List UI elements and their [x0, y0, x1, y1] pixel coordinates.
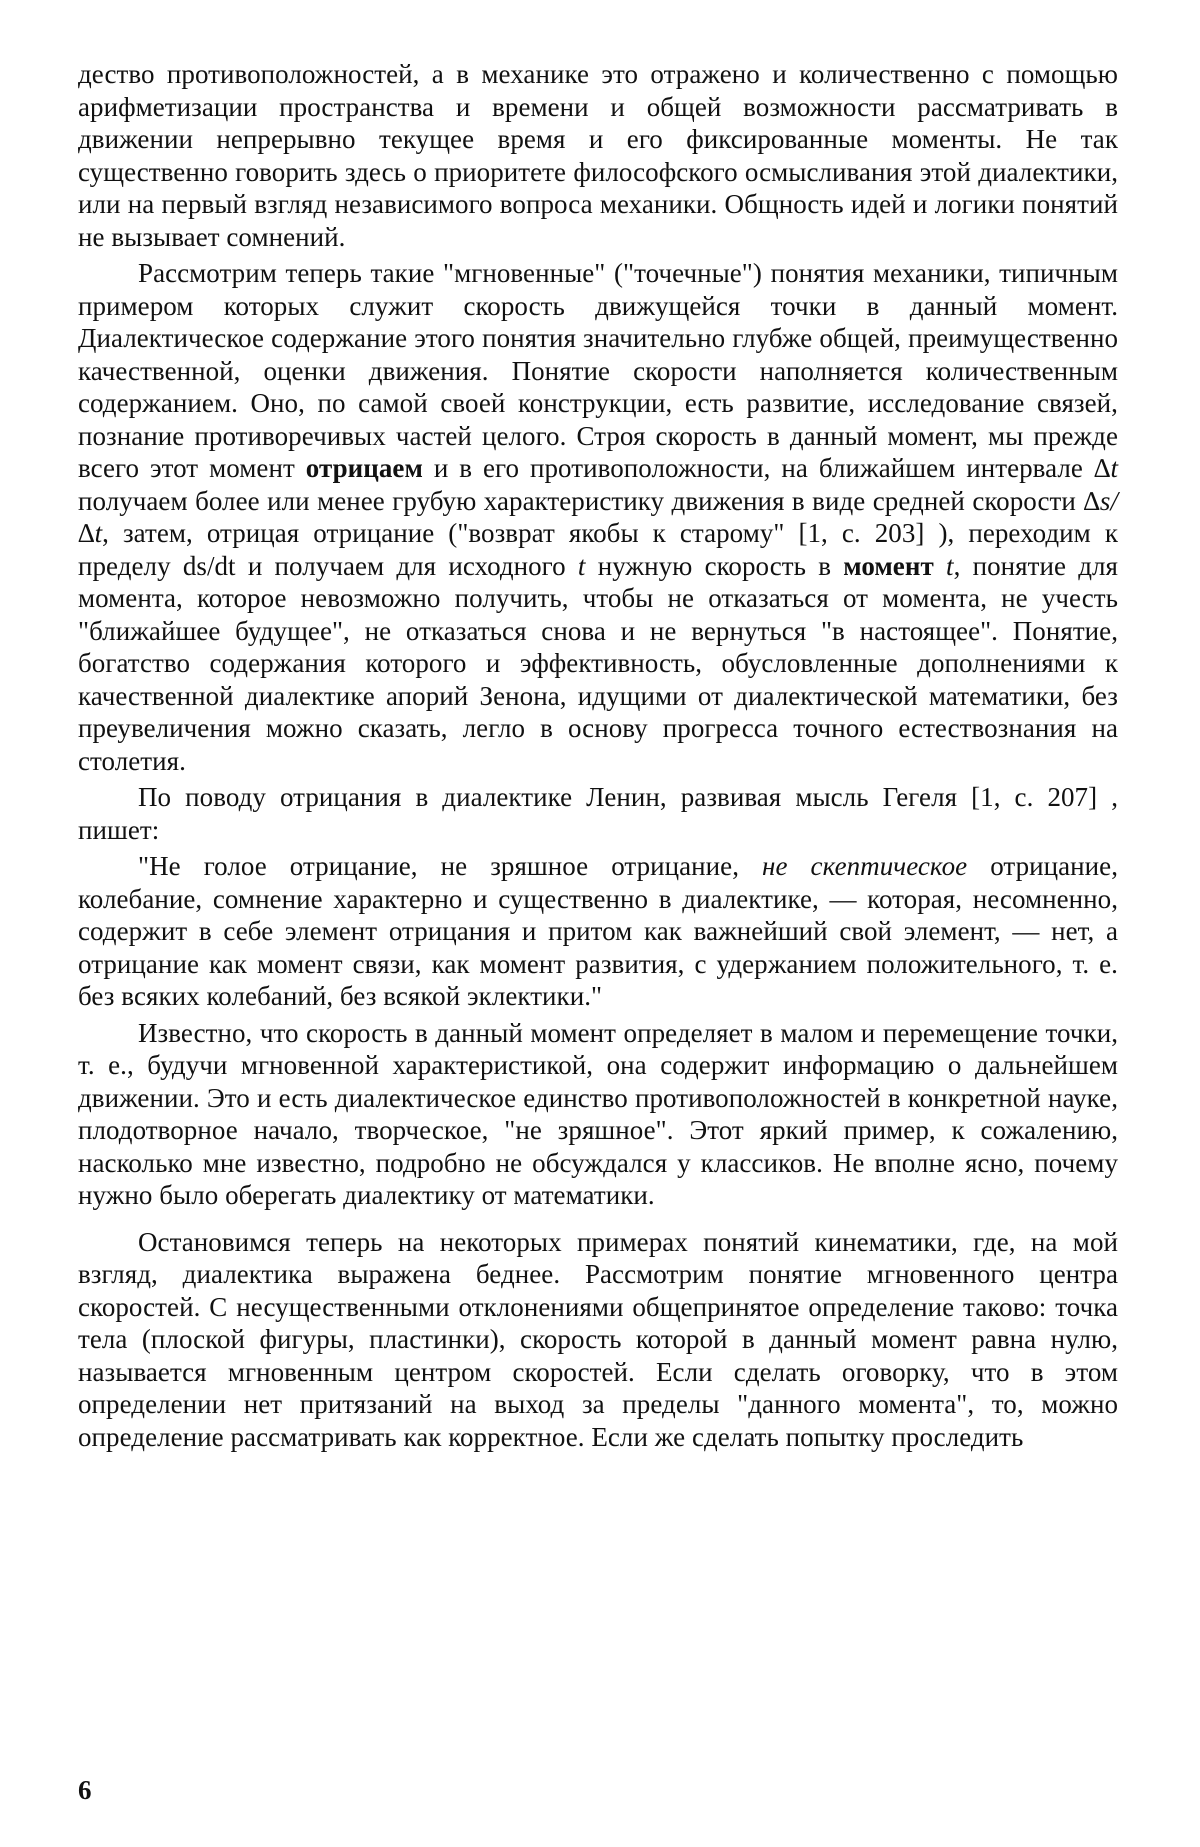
emphasis-italic: t	[946, 550, 954, 581]
paragraph-quote	[78, 850, 1118, 1013]
text-run: нужную скорость в	[585, 550, 844, 581]
emphasis-italic: не скептическое	[762, 851, 968, 881]
paragraph-3	[78, 781, 1118, 846]
text-run: По поводу отрицания в диалектике Ленин, развивая мысль Гегеля [1, с. 207] , пишет:	[78, 782, 1118, 845]
text-run: Известно, что скорость в данный момент определяет в малом и перемещение точки, т. е., будучи мгновенной характеристикой, она содержит информацию о дальнейшем движении. Это и есть диалектическое единство противоположностей в конкретной науке, плодотворное начало, творческое, "не зряшное". Этот яркий пример, к сожалению, насколько мне известно, подробно не обсуждался у классиков. Не вполне ясно, почему нужно было оберегать диалектику от математики.	[78, 1017, 1118, 1210]
emphasis-italic: ∆t	[1093, 453, 1118, 483]
text-run: получаем более или менее грубую характеристику движения в виде средней скорости	[78, 485, 1084, 516]
text-run: отрицание, колебание, сомнение характерно и существенно в диалектике, — которая, несомненно, содержит в себе элемент отрицания и притом как важнейший свой элемент, — нет, а отрицание как момент связи, как момент развития, с удержанием положительного, т. е. без всяких колебаний, без всякой эклектики."	[78, 851, 1118, 1011]
text-run: дество противоположностей, а в механике это отражено и количественно с помощью арифметизации пространства и времени и общей возможности рассматривать в движении непрерывно текущее время и его фиксированные моменты. Не так существенно говорить здесь о приоритете философского осмысливания этой диалектики, или на первый взгляд независимого вопроса механики. Общность идей и логики понятий не вызывает сомнений.	[78, 59, 1118, 252]
emphasis-bold: отрицаем	[305, 453, 423, 483]
emphasis-bold: момент	[843, 550, 934, 581]
page-body	[78, 58, 1118, 1818]
paragraph-6	[78, 1226, 1118, 1454]
text-run: "Не голое отрицание, не зряшное отрицание,	[138, 851, 763, 881]
emphasis-italic: ∆s/∆t	[78, 485, 1118, 548]
text-run: , понятие для момента, которое невозможно получить, чтобы не отказаться от момента, не учесть "ближайшее будущее", не отказаться снова и не вернуться "в настоящее". Понятие, богатство содержания которого и эффективность, обусловленные дополнениями к качественной диалектике апорий Зенона, идущими от диалектической математики, без преувеличения можно сказать, легло в основу прогресса точного естествознания на столетия.	[78, 550, 1118, 776]
text-run	[934, 551, 946, 581]
paragraph-1	[78, 58, 1118, 253]
text-run: Остановимся теперь на некоторых примерах понятий кинематики, где, на мой взгляд, диалектика выражена беднее. Рассмотрим понятие мгновенного центра скоростей. С несущественными отклонениями общепринятое определение таково: точка тела (плоской фигуры, пластинки), скорость которой в данный момент равна нулю, называется мгновенным центром скоростей. Если сделать оговорку, что в этом определении нет притязаний на выход за пределы "данного момента", то, можно определение рассматривать как корректное. Если же сделать попытку проследить	[78, 1226, 1118, 1452]
page-number: 6	[78, 1775, 92, 1805]
text-run: Рассмотрим теперь такие "мгновенные" ("точечные") понятия механики, типичным примером которых служит скорость движущейся точки в данный момент. Диалектическое содержание этого понятия значительно глубже общей, преимущественно качественной, оценки движения. Понятие скорости наполняется количественным содержанием. Оно, по самой своей конструкции, есть развитие, исследование связей, познание противоречивых частей целого. Строя скорость в данный момент, мы прежде всего этот момент	[78, 258, 1118, 483]
emphasis-italic: t	[577, 550, 586, 581]
text-run: , затем, отрицая отрицание ("возврат якобы к старому" [1, с. 203] ), переходим к пределу ds/dt и получаем для исходного	[78, 518, 1118, 581]
text-run: и в его противоположности, на ближайшем интервале	[422, 453, 1094, 483]
paragraph-5	[78, 1017, 1118, 1212]
paragraph-2	[78, 257, 1118, 777]
